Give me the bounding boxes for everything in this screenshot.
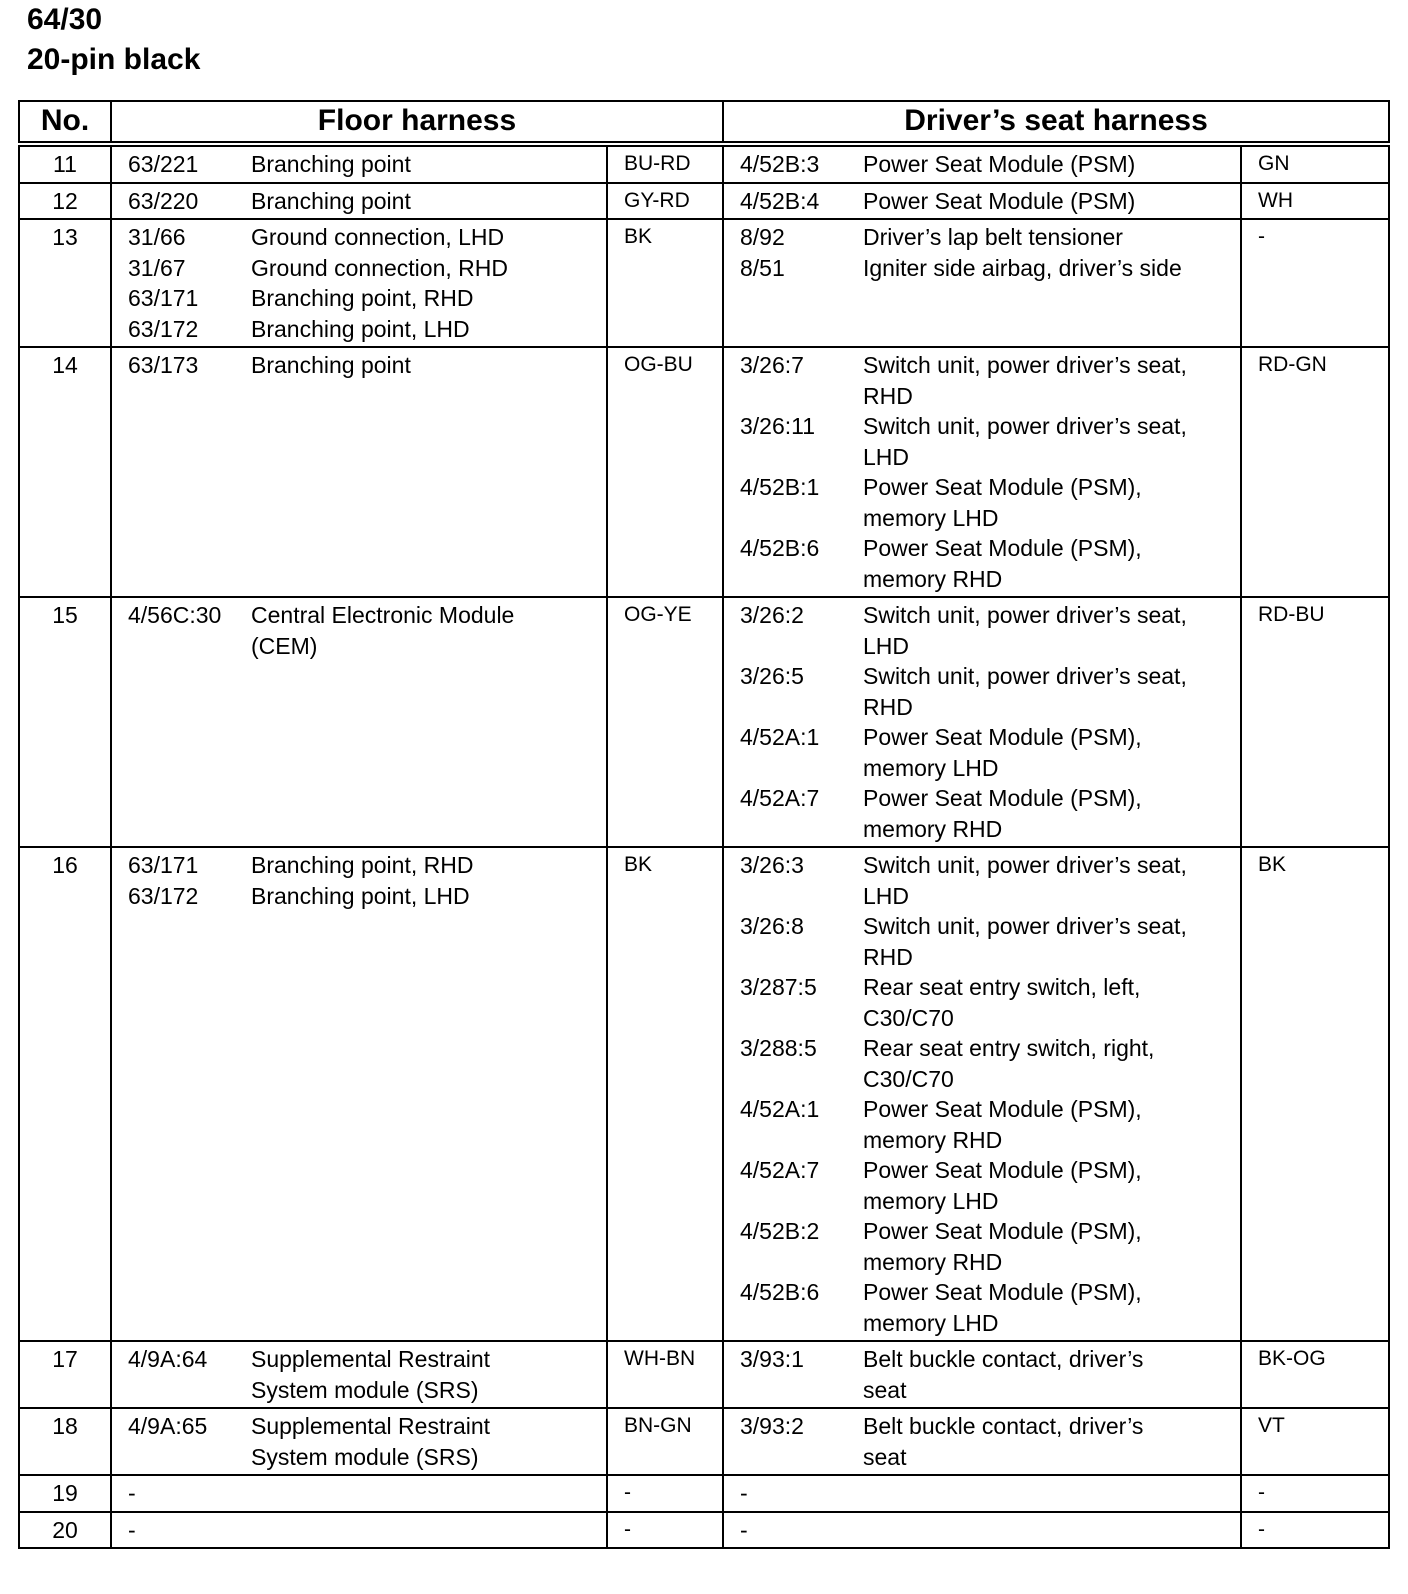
floor-connector-code: 31/67: [128, 254, 186, 281]
driver-connector-description: Power Seat Module (PSM),: [863, 535, 1142, 561]
floor-connector-codes: [111, 144, 251, 183]
driver-connector-codes: [723, 847, 863, 1341]
driver-connector-description: Belt buckle contact, driver’s: [863, 1413, 1144, 1439]
table-row: [19, 1475, 1389, 1512]
header-floor-harness: Floor harness: [111, 101, 723, 144]
floor-wire-color: OG-YE: [607, 597, 723, 847]
driver-connector-descriptions: [863, 144, 1241, 183]
floor-wire-color: BK: [607, 219, 723, 347]
floor-connector-description: [251, 1515, 598, 1546]
driver-connector-code: 8/92: [740, 224, 785, 250]
driver-wire-color: -: [1241, 219, 1389, 347]
table-body: [19, 144, 1389, 1548]
driver-connector-code: 4/52A:7: [740, 785, 820, 811]
floor-connector-code: 31/66: [128, 224, 186, 250]
driver-connector-description: memory RHD: [863, 565, 1003, 592]
driver-connector-description: memory LHD: [863, 754, 999, 781]
floor-connector-code: 63/172: [128, 882, 199, 909]
driver-connector-code: 3/26:8: [740, 913, 804, 939]
table-row: [19, 1512, 1389, 1549]
floor-connector-code: -: [128, 1480, 136, 1506]
driver-connector-descriptions: [863, 1408, 1241, 1475]
line-spacer: [740, 1186, 855, 1217]
driver-connector-description: C30/C70: [863, 1004, 954, 1031]
driver-connector-codes: [723, 219, 863, 347]
driver-connector-code: 4/52A:1: [740, 724, 820, 750]
floor-connector-code: 63/171: [128, 852, 199, 878]
pin-number: 13: [19, 219, 111, 347]
driver-connector-code: 3/26:3: [740, 852, 804, 878]
driver-connector-description: memory RHD: [863, 1126, 1003, 1153]
line-spacer: [128, 631, 243, 662]
table-row: [19, 347, 1389, 597]
driver-connector-descriptions: [863, 347, 1241, 597]
floor-wire-color: BU-RD: [607, 144, 723, 183]
connector-description: 20-pin black: [27, 43, 201, 76]
table-row: [19, 144, 1389, 183]
pin-number: 20: [19, 1512, 111, 1549]
driver-connector-description: Power Seat Module (PSM): [863, 187, 1136, 214]
floor-connector-codes: [111, 1341, 251, 1408]
driver-connector-description: Power Seat Module (PSM),: [863, 1218, 1142, 1244]
floor-wire-color: -: [607, 1512, 723, 1549]
floor-connector-description: System module (SRS): [251, 1443, 479, 1470]
floor-connector-descriptions: [251, 597, 607, 847]
driver-wire-color: GN: [1241, 144, 1389, 183]
driver-wire-color: BK: [1241, 847, 1389, 1341]
floor-connector-description: Central Electronic Module: [251, 602, 515, 628]
floor-connector-codes: [111, 847, 251, 1341]
driver-wire-color: -: [1241, 1512, 1389, 1549]
line-spacer: [740, 564, 855, 595]
header-no: No.: [19, 101, 111, 144]
header-drivers-seat-harness: Driver’s seat harness: [723, 101, 1389, 144]
floor-connector-description: Supplemental Restraint: [251, 1413, 491, 1439]
driver-connector-description: Power Seat Module (PSM): [863, 151, 1136, 177]
driver-connector-description: Rear seat entry switch, right,: [863, 1035, 1155, 1061]
driver-connector-code: 8/51: [740, 254, 785, 281]
line-spacer: [740, 881, 855, 912]
driver-connector-codes: [723, 183, 863, 220]
driver-connector-description: Power Seat Module (PSM),: [863, 1157, 1142, 1183]
driver-connector-code: 4/52B:6: [740, 1279, 820, 1305]
driver-connector-description: C30/C70: [863, 1065, 954, 1092]
line-spacer: [128, 1442, 243, 1473]
floor-connector-code: 63/221: [128, 151, 199, 177]
pin-number: 19: [19, 1475, 111, 1512]
table-row: [19, 1408, 1389, 1475]
driver-connector-description: memory LHD: [863, 504, 999, 531]
line-spacer: [740, 1064, 855, 1095]
driver-connector-code: 4/52B:2: [740, 1218, 820, 1244]
floor-connector-code: 63/172: [128, 315, 199, 342]
floor-connector-descriptions: [251, 1512, 607, 1549]
floor-connector-codes: [111, 597, 251, 847]
table-row: [19, 183, 1389, 220]
driver-connector-description: Power Seat Module (PSM),: [863, 474, 1142, 500]
driver-connector-codes: [723, 1341, 863, 1408]
driver-connector-description: Switch unit, power driver’s seat,: [863, 913, 1187, 939]
driver-connector-description: Power Seat Module (PSM),: [863, 724, 1142, 750]
line-spacer: [740, 814, 855, 845]
driver-connector-descriptions: [863, 1475, 1241, 1512]
driver-connector-code: 3/93:1: [740, 1346, 804, 1372]
line-spacer: [740, 631, 855, 662]
table-row: [19, 847, 1389, 1341]
floor-connector-codes: [111, 1408, 251, 1475]
pin-number: 17: [19, 1341, 111, 1408]
driver-connector-description: memory RHD: [863, 1248, 1003, 1275]
driver-connector-description: Power Seat Module (PSM),: [863, 1096, 1142, 1122]
driver-connector-code: 4/52B:4: [740, 187, 820, 214]
floor-connector-description: Branching point, LHD: [251, 882, 470, 909]
pin-number: 16: [19, 847, 111, 1341]
line-spacer: [740, 381, 855, 412]
floor-connector-descriptions: [251, 144, 607, 183]
pin-number: 12: [19, 183, 111, 220]
driver-connector-description: LHD: [863, 443, 910, 470]
driver-connector-code: -: [740, 1480, 748, 1506]
driver-connector-description: memory LHD: [863, 1187, 999, 1214]
floor-connector-descriptions: [251, 183, 607, 220]
driver-wire-color: VT: [1241, 1408, 1389, 1475]
floor-connector-description: Branching point: [251, 352, 411, 378]
floor-connector-descriptions: [251, 1341, 607, 1408]
driver-connector-description: Switch unit, power driver’s seat,: [863, 352, 1187, 378]
floor-connector-codes: [111, 1512, 251, 1549]
line-spacer: [740, 753, 855, 784]
table-row: [19, 597, 1389, 847]
driver-wire-color: -: [1241, 1475, 1389, 1512]
driver-connector-description: [863, 1478, 1232, 1509]
driver-connector-description: Rear seat entry switch, left,: [863, 974, 1141, 1000]
floor-connector-descriptions: [251, 847, 607, 1341]
floor-connector-description: Branching point, RHD: [251, 852, 474, 878]
driver-connector-code: 3/288:5: [740, 1035, 817, 1061]
driver-connector-codes: [723, 597, 863, 847]
document-title: [27, 0, 200, 80]
driver-connector-descriptions: [863, 847, 1241, 1341]
driver-connector-description: LHD: [863, 632, 910, 659]
driver-connector-code: 4/52B:1: [740, 474, 820, 500]
floor-wire-color: OG-BU: [607, 347, 723, 597]
driver-wire-color: BK-OG: [1241, 1341, 1389, 1408]
floor-wire-color: BK: [607, 847, 723, 1341]
floor-connector-code: 63/171: [128, 285, 199, 311]
floor-connector-code: 4/9A:64: [128, 1346, 208, 1372]
pin-number: 18: [19, 1408, 111, 1475]
line-spacer: [740, 503, 855, 534]
driver-connector-descriptions: [863, 1341, 1241, 1408]
floor-connector-description: Branching point, LHD: [251, 315, 470, 342]
floor-connector-description: Ground connection, LHD: [251, 224, 505, 250]
floor-connector-codes: [111, 183, 251, 220]
driver-connector-code: 4/52A:1: [740, 1096, 820, 1122]
floor-connector-code: 63/220: [128, 187, 199, 214]
connector-id: 64/30: [27, 3, 103, 36]
driver-connector-code: 3/93:2: [740, 1413, 804, 1439]
line-spacer: [128, 1375, 243, 1406]
line-spacer: [740, 1247, 855, 1278]
driver-connector-codes: [723, 1512, 863, 1549]
floor-connector-description: System module (SRS): [251, 1376, 479, 1403]
floor-connector-descriptions: [251, 1408, 607, 1475]
floor-wire-color: -: [607, 1475, 723, 1512]
line-spacer: [740, 692, 855, 723]
driver-connector-description: Belt buckle contact, driver’s: [863, 1346, 1144, 1372]
driver-connector-code: 3/26:2: [740, 602, 804, 628]
floor-connector-description: Supplemental Restraint: [251, 1346, 491, 1372]
floor-connector-code: -: [128, 1516, 136, 1543]
driver-connector-code: 3/287:5: [740, 974, 817, 1000]
floor-connector-code: 4/56C:30: [128, 602, 222, 628]
driver-connector-code: 4/52A:7: [740, 1157, 820, 1183]
line-spacer: [740, 1003, 855, 1034]
driver-connector-codes: [723, 347, 863, 597]
line-spacer: [740, 1375, 855, 1406]
driver-connector-code: 3/26:7: [740, 352, 804, 378]
driver-connector-codes: [723, 1475, 863, 1512]
driver-connector-description: Switch unit, power driver’s seat,: [863, 663, 1187, 689]
driver-connector-description: memory RHD: [863, 815, 1003, 842]
floor-connector-code: 4/9A:65: [128, 1413, 208, 1439]
line-spacer: [740, 1125, 855, 1156]
pin-number: 15: [19, 597, 111, 847]
driver-connector-description: Power Seat Module (PSM),: [863, 785, 1142, 811]
driver-connector-description: seat: [863, 1443, 907, 1470]
floor-connector-code: 63/173: [128, 352, 199, 378]
floor-connector-description: Branching point, RHD: [251, 285, 474, 311]
driver-connector-code: 3/26:11: [740, 413, 816, 439]
floor-connector-descriptions: [251, 219, 607, 347]
driver-connector-descriptions: [863, 219, 1241, 347]
floor-connector-codes: [111, 219, 251, 347]
floor-connector-description: Branching point: [251, 187, 411, 214]
line-spacer: [740, 1442, 855, 1473]
table-row: [19, 219, 1389, 347]
driver-connector-descriptions: [863, 183, 1241, 220]
driver-connector-description: RHD: [863, 382, 913, 409]
driver-connector-descriptions: [863, 597, 1241, 847]
driver-wire-color: RD-BU: [1241, 597, 1389, 847]
driver-connector-code: 4/52B:6: [740, 535, 820, 561]
driver-wire-color: WH: [1241, 183, 1389, 220]
driver-connector-code: 3/26:5: [740, 663, 804, 689]
floor-wire-color: WH-BN: [607, 1341, 723, 1408]
driver-connector-description: memory LHD: [863, 1309, 999, 1336]
driver-connector-description: seat: [863, 1376, 907, 1403]
line-spacer: [740, 1308, 855, 1339]
driver-connector-codes: [723, 144, 863, 183]
driver-wire-color: RD-GN: [1241, 347, 1389, 597]
driver-connector-descriptions: [863, 1512, 1241, 1549]
driver-connector-description: Driver’s lap belt tensioner: [863, 224, 1123, 250]
driver-connector-description: Switch unit, power driver’s seat,: [863, 413, 1187, 439]
floor-wire-color: GY-RD: [607, 183, 723, 220]
driver-connector-description: LHD: [863, 882, 910, 909]
pin-number: 14: [19, 347, 111, 597]
floor-connector-codes: [111, 1475, 251, 1512]
line-spacer: [740, 942, 855, 973]
floor-connector-descriptions: [251, 347, 607, 597]
floor-connector-descriptions: [251, 1475, 607, 1512]
driver-connector-codes: [723, 1408, 863, 1475]
driver-connector-code: 4/52B:3: [740, 151, 820, 177]
driver-connector-code: -: [740, 1516, 748, 1543]
driver-connector-description: Switch unit, power driver’s seat,: [863, 852, 1187, 878]
pin-table: [18, 100, 1390, 1549]
driver-connector-description: Power Seat Module (PSM),: [863, 1279, 1142, 1305]
driver-connector-description: RHD: [863, 943, 913, 970]
floor-connector-description: Ground connection, RHD: [251, 254, 508, 281]
driver-connector-description: Switch unit, power driver’s seat,: [863, 602, 1187, 628]
driver-connector-description: [863, 1515, 1232, 1546]
table-row: [19, 1341, 1389, 1408]
floor-connector-codes: [111, 347, 251, 597]
floor-connector-description: Branching point: [251, 151, 411, 177]
floor-connector-description: (CEM): [251, 632, 318, 659]
pin-number: 11: [19, 144, 111, 183]
line-spacer: [740, 442, 855, 473]
floor-wire-color: BN-GN: [607, 1408, 723, 1475]
table-header-row: [19, 101, 1389, 144]
driver-connector-description: RHD: [863, 693, 913, 720]
driver-connector-description: Igniter side airbag, driver’s side: [863, 254, 1182, 281]
floor-connector-description: [251, 1478, 598, 1509]
